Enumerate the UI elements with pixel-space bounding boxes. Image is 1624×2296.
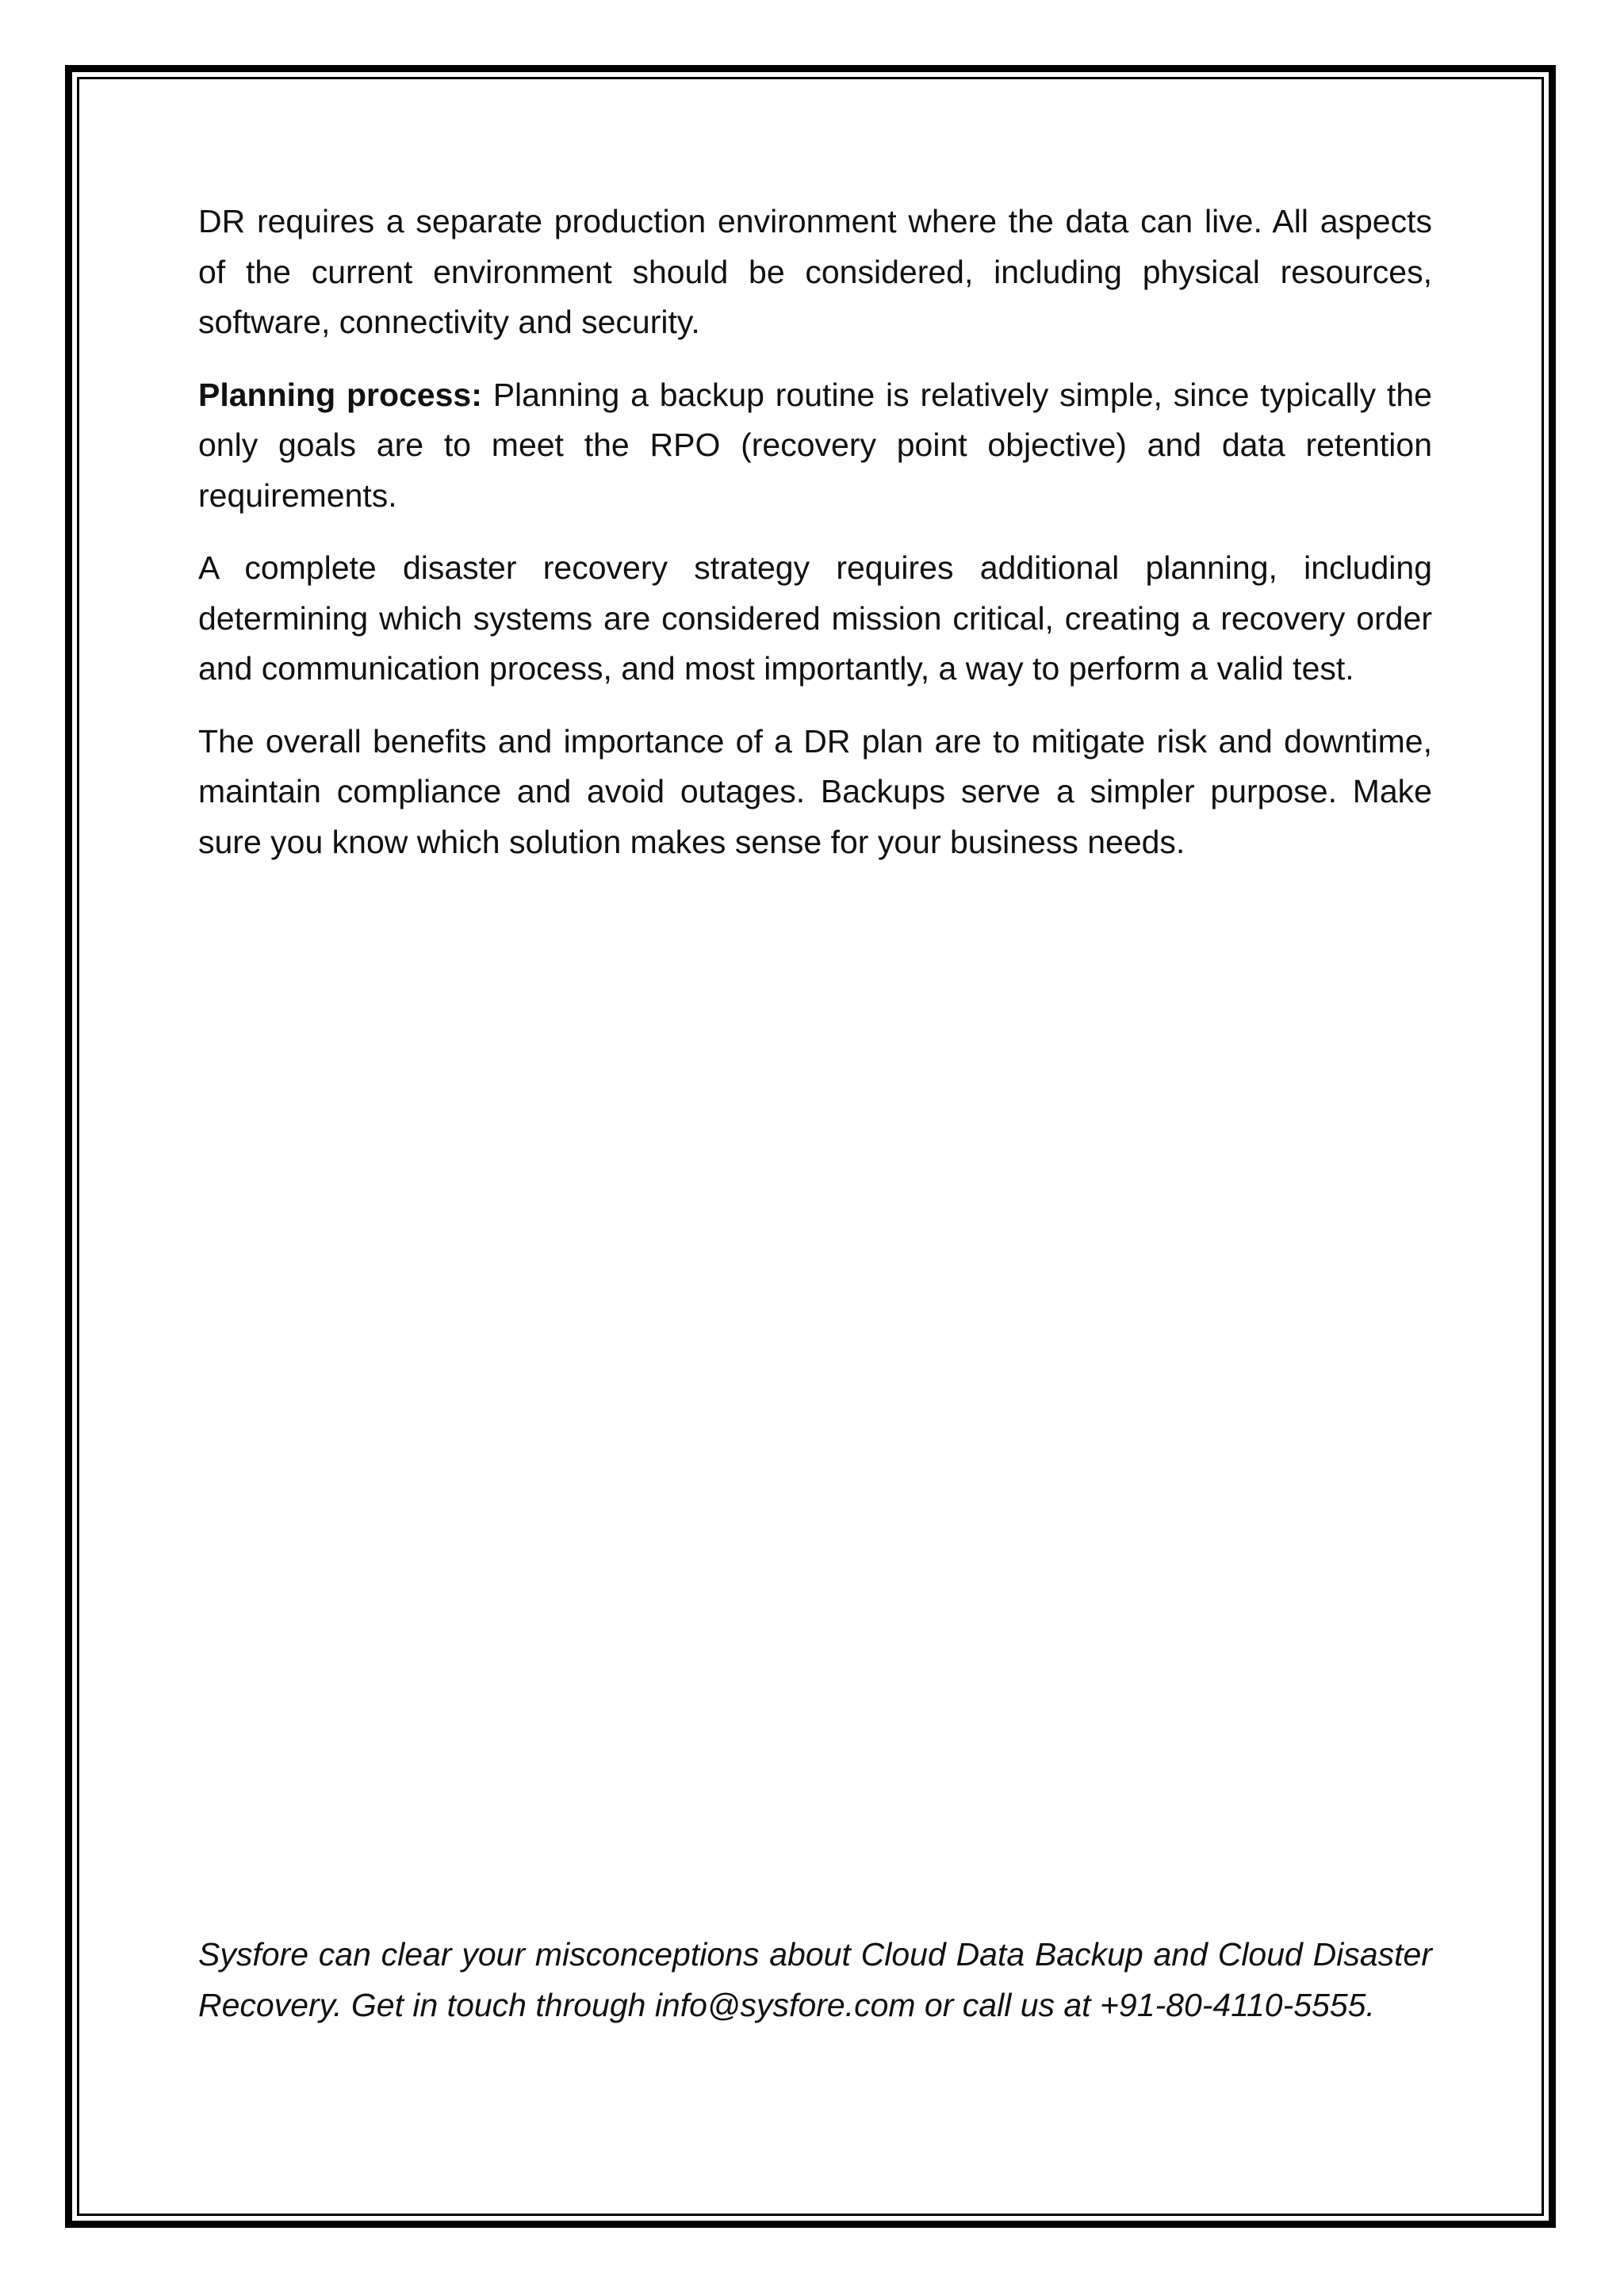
closing-contact-note: Sysfore can clear your misconceptions about Cloud Data Backup and Cloud Disaster Recovery. Get in touch through info@sysfore.com or call us at +91-80-4110-5555. [198, 1936, 1432, 2023]
paragraph-text: A complete disaster recovery strategy requires additional planning, including determining which systems are considered mission critical, creating a recovery order and communication process, and most importantly, a way to perform a valid test. [198, 549, 1432, 687]
document-body [198, 197, 1432, 890]
paragraph-dr-environment [198, 197, 1432, 348]
paragraph-text: The overall benefits and importance of a DR plan are to mitigate risk and downtime, maintain compliance and avoid outages. Backups serve a simpler purpose. Make sure you know which solution makes sense for your business needs. [198, 722, 1432, 860]
paragraph-dr-benefits [198, 717, 1432, 868]
paragraph-text: Planning a backup routine is relatively simple, since typically the only goals are to meet the RPO (recovery point objective) and data retention requirements. [198, 376, 1432, 514]
paragraph-lead-heading: Planning process: [198, 376, 482, 413]
paragraph-planning-process [198, 370, 1432, 522]
paragraph-dr-strategy [198, 543, 1432, 695]
paragraph-text: DR requires a separate production environment where the data can live. All aspects of the current environment should be considered, including physical resources, software, connectivity and security. [198, 203, 1432, 340]
